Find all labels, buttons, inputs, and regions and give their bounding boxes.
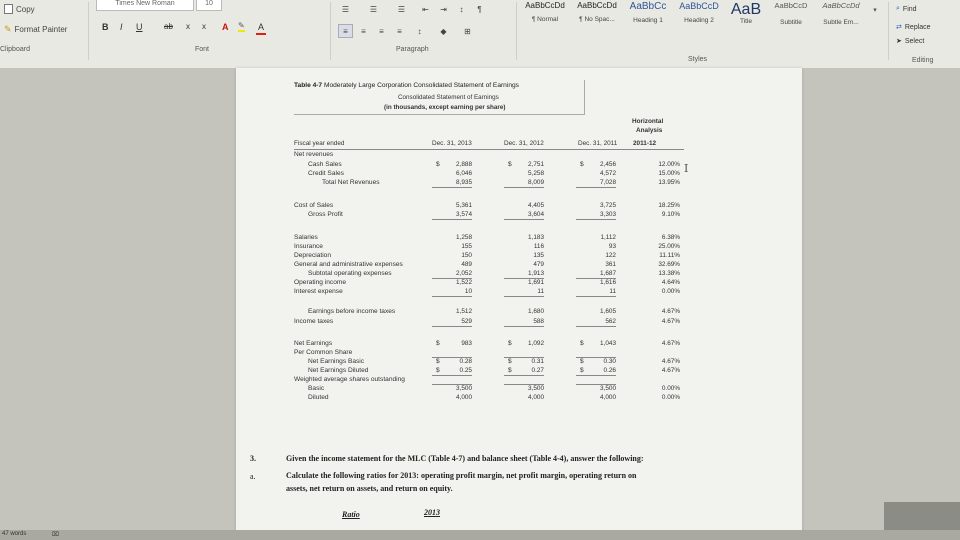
clipboard-group-label: Clipboard bbox=[0, 46, 30, 53]
styles-more-button[interactable] bbox=[870, 6, 880, 36]
subquestion-letter: a. bbox=[250, 472, 256, 481]
row-label: Basic bbox=[308, 385, 325, 392]
horizontal-pct-cell: 4.67% bbox=[661, 318, 680, 325]
fiscal-year-header: Fiscal year ended bbox=[294, 140, 345, 147]
row-label: Net Earnings bbox=[294, 340, 333, 347]
italic-button[interactable]: I bbox=[120, 21, 123, 32]
value-cell: 1,043 bbox=[600, 340, 616, 347]
value-cell: 150 bbox=[461, 252, 472, 259]
style-subtitle[interactable] bbox=[768, 2, 814, 40]
total-underline bbox=[576, 296, 616, 297]
style-sample: AaBbCcD bbox=[679, 1, 719, 11]
total-underline bbox=[432, 384, 472, 385]
total-underline bbox=[504, 278, 544, 279]
style-subtle-emphasis[interactable] bbox=[816, 2, 866, 40]
row-label: Insurance bbox=[294, 243, 323, 250]
table-units-note: (in thousands, except earning per share) bbox=[384, 104, 506, 111]
value-cell: 1,092 bbox=[528, 340, 544, 347]
horizontal-header-2: Analysis bbox=[636, 127, 663, 134]
total-underline bbox=[432, 326, 472, 327]
value-cell: 11 bbox=[537, 288, 544, 295]
value-cell: 588 bbox=[533, 318, 544, 325]
replace-button[interactable] bbox=[896, 23, 931, 31]
style-name: Title bbox=[739, 18, 753, 25]
value-cell: 1,616 bbox=[600, 279, 616, 286]
word-count[interactable]: 47 words bbox=[2, 531, 27, 537]
row-label: Total Net Revenues bbox=[322, 179, 380, 186]
select-button[interactable] bbox=[896, 37, 924, 45]
style-title[interactable] bbox=[726, 2, 766, 40]
font-group-label: Font bbox=[195, 46, 210, 53]
value-cell: 8,009 bbox=[528, 179, 544, 186]
horizontal-pct-cell: 4.67% bbox=[661, 358, 680, 365]
total-underline bbox=[432, 296, 472, 297]
ribbon bbox=[0, 0, 960, 69]
proofing-icon[interactable]: ⌧ bbox=[52, 532, 59, 538]
total-underline bbox=[576, 375, 616, 376]
subquestion-line-2: assets, net return on assets, and return on equity. bbox=[286, 484, 453, 493]
replace-label: Replace bbox=[904, 23, 931, 31]
header-underline bbox=[294, 149, 684, 150]
pilcrow-icon: ¶ bbox=[477, 4, 482, 14]
dollar-sign: $ bbox=[508, 358, 512, 365]
value-cell: 116 bbox=[533, 243, 544, 250]
borders-icon: ⊞ bbox=[464, 26, 471, 36]
style-sample: AaBbCc bbox=[629, 1, 667, 12]
value-cell: 4,572 bbox=[600, 170, 616, 177]
value-cell: 122 bbox=[605, 252, 616, 259]
show-marks-button[interactable] bbox=[472, 2, 487, 16]
value-cell: 3,500 bbox=[528, 385, 544, 392]
value-cell: 1,258 bbox=[456, 234, 472, 241]
style-name: ¶ Normal bbox=[531, 16, 559, 23]
row-label: Cost of Sales bbox=[294, 202, 334, 209]
style-sample: AaBbCcDd bbox=[822, 1, 860, 10]
value-cell: 6,046 bbox=[456, 170, 472, 177]
paint-bucket-icon: ◆ bbox=[440, 26, 447, 36]
dollar-sign: $ bbox=[580, 340, 584, 347]
group-divider bbox=[888, 2, 889, 60]
total-underline bbox=[504, 357, 544, 358]
total-underline bbox=[504, 326, 544, 327]
document-area bbox=[0, 68, 960, 530]
font-name-box[interactable]: Times New Roman bbox=[96, 0, 194, 11]
value-cell: 93 bbox=[608, 243, 616, 250]
value-cell: 489 bbox=[461, 261, 472, 268]
horizontal-pct-cell: 25.00% bbox=[658, 243, 680, 250]
style-name: Subtle Em... bbox=[823, 18, 859, 26]
value-cell: 8,935 bbox=[456, 179, 472, 186]
increase-indent-button[interactable] bbox=[436, 2, 451, 16]
col-pct-header: 2011-12 bbox=[633, 140, 657, 147]
value-cell: 3,500 bbox=[456, 385, 472, 392]
group-divider bbox=[88, 2, 89, 60]
subquestion-line-1: Calculate the following ratios for 2013: operating profit margin, net profit margin, operating return on bbox=[286, 471, 637, 480]
year-column-label: 2013 bbox=[424, 508, 440, 517]
table-subtitle: Consolidated Statement of Earnings bbox=[398, 94, 499, 101]
group-divider bbox=[330, 2, 331, 60]
value-cell: 2,751 bbox=[528, 161, 544, 168]
paintbrush-icon: ✎ bbox=[4, 24, 12, 34]
style-normal[interactable] bbox=[520, 2, 570, 40]
copy-button[interactable] bbox=[4, 4, 35, 14]
style-heading-1[interactable] bbox=[622, 2, 674, 40]
borders-button[interactable] bbox=[460, 24, 475, 38]
row-label: Credit Sales bbox=[308, 170, 344, 177]
copy-label: Copy bbox=[16, 4, 35, 14]
value-cell: 1,183 bbox=[528, 234, 544, 241]
total-underline bbox=[432, 375, 472, 376]
total-underline bbox=[432, 219, 472, 220]
value-cell: 1,687 bbox=[600, 270, 616, 277]
row-label: General and administrative expenses bbox=[294, 261, 403, 268]
align-left-icon: ≡ bbox=[343, 26, 348, 36]
dollar-sign: $ bbox=[508, 340, 512, 347]
align-left-button[interactable] bbox=[338, 24, 353, 38]
shading-button[interactable] bbox=[436, 24, 451, 38]
value-cell: 1,691 bbox=[528, 279, 544, 286]
col-2013-header: Dec. 31, 2013 bbox=[432, 140, 472, 147]
style-name: ¶ No Spac... bbox=[579, 16, 615, 23]
row-label: Net Earnings Diluted bbox=[308, 367, 369, 374]
style-no-spacing[interactable] bbox=[572, 2, 622, 40]
row-label: Operating income bbox=[294, 279, 347, 286]
value-cell: 0.30 bbox=[603, 358, 616, 365]
cursor-arrow-icon: ➤ bbox=[896, 38, 902, 45]
horizontal-pct-cell: 0.00% bbox=[661, 394, 680, 401]
horizontal-pct-cell: 4.67% bbox=[661, 367, 680, 374]
replace-icon: ⇄ bbox=[896, 24, 902, 31]
sort-icon: ↕ bbox=[459, 4, 464, 14]
dollar-sign: $ bbox=[436, 340, 440, 347]
value-cell: 0.27 bbox=[531, 367, 544, 374]
line-spacing-button[interactable] bbox=[412, 24, 427, 38]
value-cell: 2,888 bbox=[456, 161, 472, 168]
value-cell: 1,913 bbox=[528, 270, 544, 277]
total-underline bbox=[504, 296, 544, 297]
value-cell: 155 bbox=[461, 243, 472, 250]
total-underline bbox=[432, 357, 472, 358]
numbering-button[interactable] bbox=[366, 2, 381, 16]
horizontal-pct-cell: 13.38% bbox=[658, 270, 680, 277]
horizontal-header-1: Horizontal bbox=[632, 118, 664, 125]
row-label: Net revenues bbox=[294, 151, 334, 158]
question-text: Given the income statement for the MLC (Table 4-7) and balance sheet (Table 4-4), answer the following: bbox=[286, 454, 644, 463]
total-underline bbox=[504, 219, 544, 220]
document-page[interactable] bbox=[236, 68, 802, 540]
align-right-button[interactable] bbox=[374, 24, 389, 38]
value-cell: 0.28 bbox=[459, 358, 472, 365]
total-underline bbox=[576, 384, 616, 385]
value-cell: 1,512 bbox=[456, 308, 472, 315]
row-label: Diluted bbox=[308, 394, 329, 401]
horizontal-pct-cell: 0.00% bbox=[661, 288, 680, 295]
question-number: 3. bbox=[250, 454, 256, 463]
horizontal-pct-cell: 6.38% bbox=[661, 234, 680, 241]
horizontal-pct-cell: 12.00% bbox=[658, 161, 680, 168]
copy-icon bbox=[4, 4, 13, 14]
row-label: Gross Profit bbox=[308, 211, 343, 218]
find-label: Find bbox=[902, 5, 917, 13]
justify-icon: ≡ bbox=[397, 26, 402, 36]
row-label: Salaries bbox=[294, 234, 318, 241]
value-cell: 1,112 bbox=[600, 234, 616, 241]
row-label: Interest expense bbox=[294, 288, 343, 295]
group-divider bbox=[516, 2, 517, 60]
justify-button[interactable] bbox=[392, 24, 407, 38]
horizontal-pct-cell: 32.69% bbox=[658, 261, 680, 268]
horizontal-pct-cell: 4.64% bbox=[661, 279, 680, 286]
value-cell: 135 bbox=[533, 252, 544, 259]
horizontal-pct-cell: 13.95% bbox=[658, 179, 680, 186]
align-right-icon: ≡ bbox=[379, 26, 384, 36]
dollar-sign: $ bbox=[436, 358, 440, 365]
value-cell: 361 bbox=[605, 261, 616, 268]
total-underline bbox=[504, 375, 544, 376]
table-title-text: Moderately Large Corporation Consolidated Statement of Earnings bbox=[323, 82, 519, 89]
value-cell: 0.25 bbox=[459, 367, 472, 374]
paragraph-group-label: Paragraph bbox=[396, 46, 429, 53]
value-cell: 11 bbox=[609, 288, 616, 295]
value-cell: 4,000 bbox=[456, 394, 472, 401]
bullets-button[interactable] bbox=[338, 2, 353, 16]
value-cell: 479 bbox=[533, 261, 544, 268]
horizontal-pct-cell: 18.25% bbox=[658, 202, 680, 209]
superscript-button[interactable]: x bbox=[202, 22, 206, 31]
col-2011-header: Dec. 31, 2011 bbox=[578, 140, 618, 147]
total-underline bbox=[576, 278, 616, 279]
total-underline bbox=[432, 278, 472, 279]
chevron-down-icon: ▾ bbox=[873, 7, 877, 14]
dollar-sign: $ bbox=[580, 161, 584, 168]
horizontal-pct-cell: 11.11% bbox=[659, 252, 680, 259]
value-cell: 4,405 bbox=[528, 202, 544, 209]
value-cell: 1,522 bbox=[456, 279, 472, 286]
value-cell: 1,680 bbox=[528, 308, 544, 315]
search-icon: ⌕ bbox=[896, 5, 900, 12]
dollar-sign: $ bbox=[580, 367, 584, 374]
row-label: Net Earnings Basic bbox=[308, 358, 365, 365]
subscript-button[interactable]: x bbox=[186, 22, 190, 31]
horizontal-pct-cell: 9.10% bbox=[661, 211, 680, 218]
total-underline bbox=[576, 357, 616, 358]
outdent-icon: ⇤ bbox=[422, 4, 429, 14]
find-button[interactable] bbox=[896, 5, 917, 13]
style-sample: AaB bbox=[730, 1, 762, 18]
multilevel-list-button[interactable] bbox=[394, 2, 409, 16]
horizontal-pct-cell: 0.00% bbox=[661, 385, 680, 392]
dollar-sign: $ bbox=[508, 161, 512, 168]
value-cell: 3,500 bbox=[600, 385, 616, 392]
value-cell: 2,456 bbox=[600, 161, 616, 168]
value-cell: 983 bbox=[461, 340, 472, 347]
horizontal-pct-cell: 15.00% bbox=[658, 170, 680, 177]
numbering-icon: ☰ bbox=[369, 4, 378, 14]
value-cell: 10 bbox=[464, 288, 472, 295]
total-underline bbox=[576, 326, 616, 327]
row-label: Cash Sales bbox=[308, 161, 342, 168]
font-size-box[interactable]: 10 bbox=[196, 0, 222, 11]
value-cell: 7,028 bbox=[600, 179, 616, 186]
value-cell: 5,258 bbox=[528, 170, 544, 177]
total-underline bbox=[576, 219, 616, 220]
value-cell: 1,605 bbox=[600, 308, 616, 315]
sort-button[interactable] bbox=[454, 2, 469, 16]
style-name: Subtitle bbox=[780, 18, 802, 26]
value-cell: 0.31 bbox=[531, 358, 544, 365]
total-underline bbox=[504, 187, 544, 188]
value-cell: 3,303 bbox=[600, 211, 616, 218]
text-effects-button[interactable]: A bbox=[222, 21, 229, 32]
value-cell: 2,052 bbox=[456, 270, 472, 277]
style-sample: AaBbCcDd bbox=[577, 1, 617, 10]
dollar-sign: $ bbox=[436, 161, 440, 168]
value-cell: 4,000 bbox=[528, 394, 544, 401]
select-label: Select bbox=[904, 37, 925, 45]
table-number: Table 4-7 bbox=[294, 82, 323, 89]
row-label: Per Common Share bbox=[294, 349, 353, 356]
decrease-indent-button[interactable] bbox=[418, 2, 433, 16]
row-label: Earnings before income taxes bbox=[308, 308, 396, 315]
strikethrough-button[interactable]: ab bbox=[164, 22, 173, 31]
dollar-sign: $ bbox=[436, 367, 440, 374]
multilevel-icon: ☰ bbox=[397, 4, 406, 14]
highlighter-icon: ✎ bbox=[238, 21, 245, 30]
row-label: Depreciation bbox=[294, 252, 332, 259]
format-painter-label: Format Painter bbox=[14, 25, 68, 34]
value-cell: 529 bbox=[461, 318, 472, 325]
view-controls-strip bbox=[884, 502, 960, 530]
format-painter-button[interactable] bbox=[4, 24, 67, 35]
value-cell: 3,725 bbox=[600, 202, 616, 209]
style-sample: AaBbCcD bbox=[774, 1, 808, 10]
value-cell: 562 bbox=[605, 318, 616, 325]
text-ibeam-cursor: I bbox=[684, 162, 689, 175]
style-sample: AaBbCcDd bbox=[525, 1, 565, 10]
indent-icon: ⇥ bbox=[440, 4, 447, 14]
align-center-button[interactable] bbox=[356, 24, 371, 38]
dollar-sign: $ bbox=[508, 367, 512, 374]
line-spacing-icon: ↕ bbox=[417, 26, 422, 36]
table-title bbox=[294, 82, 519, 89]
highlight-button[interactable] bbox=[236, 20, 247, 33]
value-cell: 0.26 bbox=[603, 367, 616, 374]
underline-button[interactable]: U bbox=[136, 21, 143, 32]
total-underline bbox=[432, 187, 472, 188]
status-bar bbox=[0, 530, 960, 540]
row-label: Income taxes bbox=[294, 318, 334, 325]
font-color-button[interactable]: A bbox=[256, 20, 266, 35]
bullets-icon: ☰ bbox=[341, 4, 350, 14]
style-heading-2[interactable] bbox=[674, 2, 724, 40]
style-name: Heading 2 bbox=[684, 17, 714, 24]
value-cell: 5,361 bbox=[456, 202, 472, 209]
row-label: Weighted average shares outstanding bbox=[294, 376, 405, 383]
align-center-icon: ≡ bbox=[361, 26, 366, 36]
value-cell: 4,000 bbox=[600, 394, 616, 401]
value-cell: 3,604 bbox=[528, 211, 544, 218]
editing-group-label: Editing bbox=[912, 57, 934, 64]
horizontal-pct-cell: 4.67% bbox=[661, 308, 680, 315]
ratio-column-label: Ratio bbox=[342, 510, 360, 519]
styles-group-label: Styles bbox=[688, 56, 708, 63]
horizontal-pct-cell: 4.67% bbox=[661, 340, 680, 347]
col-2012-header: Dec. 31, 2012 bbox=[504, 140, 544, 147]
bold-button[interactable]: B bbox=[102, 21, 109, 32]
dollar-sign: $ bbox=[580, 358, 584, 365]
row-label: Subtotal operating expenses bbox=[308, 270, 392, 277]
total-underline bbox=[576, 187, 616, 188]
style-name: Heading 1 bbox=[633, 17, 663, 24]
value-cell: 3,574 bbox=[456, 211, 472, 218]
total-underline bbox=[504, 384, 544, 385]
